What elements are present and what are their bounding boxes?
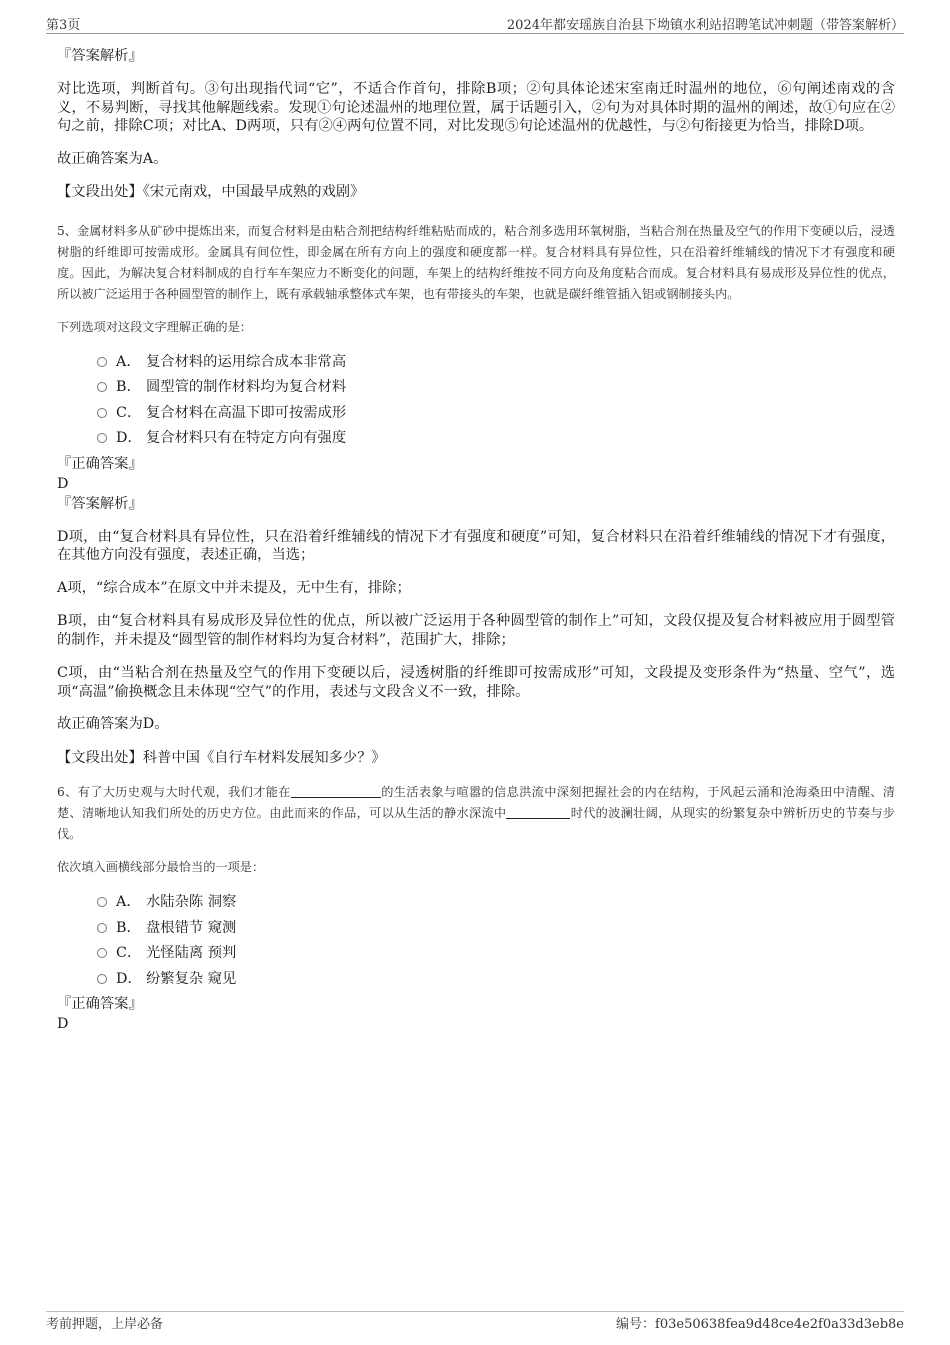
analysis-paragraph: B项，由“复合材料具有易成形及异位性的优点，所以被广泛运用于各种圆型管的制作上”可知，文段仅提及复合材料被应用于圆型管的制作，并未提及“圆型管的制作材料均为复合材料”，范围扩大，排除； <box>57 613 895 648</box>
answer-options <box>57 350 895 452</box>
option-c[interactable]: C． 复合材料在高温下即可按需成形 <box>97 401 895 427</box>
document-title: 2024年都安瑶族自治县下坳镇水利站招聘笔试冲刺题（带答案解析） <box>506 18 904 33</box>
option-b[interactable]: B． 盘根错节 窥测 <box>97 916 895 942</box>
analysis-label: 『答案解析』 <box>57 495 143 512</box>
answer-label: 『正确答案』 <box>57 996 143 1012</box>
radio-button-icon[interactable] <box>97 357 107 367</box>
footer-divider <box>46 1311 904 1312</box>
correct-answer: D <box>57 475 69 492</box>
question-prompt: 下列选项对这段文字理解正确的是： <box>57 319 252 334</box>
fill-blank <box>506 806 570 819</box>
answer-label: 『正确答案』 <box>57 455 143 472</box>
document-id: 编号：f03e50638fea9d48ce4e2f0a33d3eb8e <box>616 1317 904 1332</box>
option-d[interactable]: D． 复合材料只有在特定方向有强度 <box>97 426 895 452</box>
page-number: 第3页 <box>46 18 81 33</box>
analysis-text: 对比选项，判断首句。③句出现指代词“它”，不适合作首句，排除B项；②句具体论述宋室南迁时温州的地位，⑥句阐述南戏的含义，不易判断，寻找其他解题线索。发现①句论述温州的地理位置，属于话题引入，②句为对具体时期的温州的阐述，故①句应在②句之前，排除C项；对比A、D两项，只有②④两句位置不同，对比发现⑤句论述温州的优越性，与②句衔接更为恰当，排除D项。 <box>57 81 895 134</box>
passage-source: 【文段出处】《宋元南戏，中国最早成熟的戏剧》 <box>57 184 365 200</box>
page-content <box>57 46 895 1034</box>
radio-button-icon[interactable] <box>97 408 107 418</box>
passage-source: 【文段出处】科普中国《自行车材料发展知多少？》 <box>57 749 386 766</box>
header-divider <box>46 33 904 34</box>
question-6 <box>57 782 895 1034</box>
fill-blank <box>291 785 381 798</box>
answer-options <box>57 890 895 992</box>
radio-button-icon[interactable] <box>97 897 107 907</box>
analysis-conclusion: 故正确答案为D。 <box>57 716 169 732</box>
option-b[interactable]: B． 圆型管的制作材料均为复合材料 <box>97 375 895 401</box>
radio-button-icon[interactable] <box>97 923 107 933</box>
question-passage: 5、金属材料多从矿砂中提炼出来，而复合材料是由粘合剂把结构纤维粘贴而成的，粘合剂多选用环氧树脂，当粘合剂在热量及空气的作用下变硬以后，浸透树脂的纤维即可按需成形。金属具有间位性，即金属在所有方向上的强度和硬度都一样。复合材料具有异位性，只在沿着纤维辅线的情况下才有强度和硬度。因此，为解决复合材料制成的自行车车架应力不断变化的问题，车架上的结构纤维按不同方向及角度粘合而成。复合材料具有易成形及异位性的优点，所以被广泛运用于各种圆型管的制作上，既有承载轴承整体式车架，也有带接头的车架，也就是碳纤维管插入铝或钢制接头内。 <box>57 223 895 301</box>
option-d[interactable]: D． 纷繁复杂 窥见 <box>97 967 895 993</box>
analysis-label: 『答案解析』 <box>57 48 143 64</box>
question-prompt: 依次填入画横线部分最恰当的一项是： <box>57 860 265 874</box>
analysis-paragraph: C项，由“当粘合剂在热量及空气的作用下变硬以后，浸透树脂的纤维即可按需成形”可知，文段提及变形条件为“热量、空气”，选项“高温”偷换概念且未体现“空气”的作用，表述与文段含义不一致，排除。 <box>57 665 895 700</box>
option-a[interactable]: A． 水陆杂陈 洞察 <box>97 890 895 916</box>
radio-button-icon[interactable] <box>97 974 107 984</box>
footer-slogan: 考前押题，上岸必备 <box>46 1317 164 1332</box>
radio-button-icon[interactable] <box>97 433 107 443</box>
prev-question-analysis <box>57 46 895 202</box>
correct-answer: D <box>57 1016 69 1032</box>
option-a[interactable]: A． 复合材料的运用综合成本非常高 <box>97 350 895 376</box>
analysis-conclusion: 故正确答案为A。 <box>57 150 168 167</box>
analysis-paragraph: A项，“综合成本”在原文中并未提及，无中生有，排除； <box>57 579 411 596</box>
option-c[interactable]: C． 光怪陆离 预判 <box>97 941 895 967</box>
radio-button-icon[interactable] <box>97 948 107 958</box>
page-header <box>46 14 904 34</box>
question-5 <box>57 221 895 768</box>
analysis-paragraph: D项，由“复合材料具有异位性，只在沿着纤维辅线的情况下才有强度和硬度”可知，复合材料只在沿着纤维辅线的情况下才有强度，在其他方向没有强度，表述正确，当选； <box>57 528 895 563</box>
radio-button-icon[interactable] <box>97 382 107 392</box>
question-passage: 6、有了大历史观与大时代观，我们才能在 的生活表象与喧嚣的信息洪流中深刻把握社会的内在结构，于风起云涌和沧海桑田中清醒、清楚、清晰地认知我们所处的历史方位。由此而来的作品，可以从生活的静水深流中 时代的波澜壮阔，从现实的纷繁复杂中辨析历史的节奏与步伐。 <box>57 785 896 841</box>
